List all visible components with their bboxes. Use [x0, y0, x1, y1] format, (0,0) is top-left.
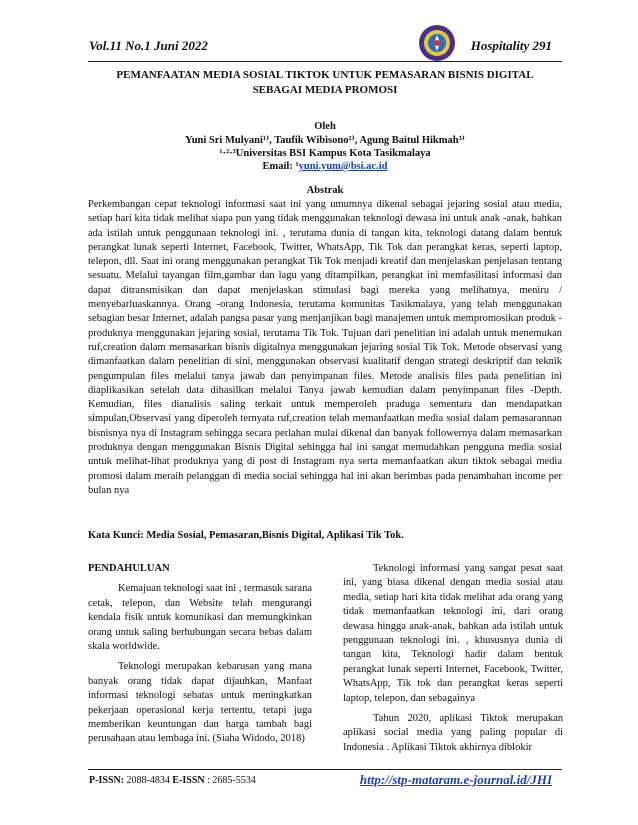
paragraph: Tahun 2020, aplikasi Tiktok merupakan aplikasi social media yang paling popular di Indonesia . Aplikasi Tiktok akhirnya diblokir: [343, 713, 563, 753]
title-line-2: SEBAGAI MEDIA PROMOSI: [252, 84, 398, 96]
title-line-1: PEMANFAATAN MEDIA SOSIAL TIKTOK UNTUK PEMASARAN BISNIS DIGITAL: [116, 69, 534, 81]
section-heading: PENDAHULUAN: [88, 563, 170, 574]
p-issn-label: P-ISSN:: [89, 775, 125, 786]
paragraph: Teknologi informasi yang sangat pesat saat ini, yang biasa dikenal dengan media sosial atau media, setiap hari kita tidak melihat ada orang yang tidak memanfaatkan teknologi ini, dari orang dewasa hingga anak-anak, bahkan ada istilah untuk penggunaan teknologi ini. , khususnya dunia di tangan kita, Teknologi hadir dalam bentuk perangkat lunak seperti Internet, Facebook, Twitter, WhatsApp, Tik tok dan perangkat keras seperti laptop, telepon, dan sebagainya: [343, 563, 563, 704]
header-rule: [88, 61, 562, 62]
journal-url-link[interactable]: http://stp-mataram.e-journal.id/JHI: [359, 772, 552, 787]
oleh-label: Oleh: [314, 121, 336, 132]
paper-title: [88, 68, 562, 98]
e-issn-label: E-ISSN: [172, 775, 205, 786]
right-column: [343, 562, 563, 761]
email-label: Email: ¹: [262, 161, 299, 172]
institution-logo-icon: [418, 24, 456, 62]
abstract-text: Perkembangan cepat teknologi informasi saat ini yang umumnya dikenal sebagai jejaring sosial atau media, setiap hari kita tidak melihat siapa pun yang tidak menggunakan teknologi dewasa ini untuk anak -anak, bahkan ada istilah untuk penggunaan teknologi ini. , terutama dunia di tangan kita, teknologi datang dalam bentuk perangkat lunak seperti Internet, Facebook, Twitter, WhatsApp, Tik Tok dan perangkat keras, seperti laptop, telepon, dll. Saat ini orang menggunakan perangkat Tik Tok menjadi kreatif dan menjelaskan penjelasan tentang sesuatu. Melalui tayangan film,gambar dan lagu yang ditampilkan, perangkat ini memfasilitasi informasi dan dapat ditransmisikan dan dapat menjelaskan stimulasi bagi mereka yang melihatnya, meniru / menyebarluaskannya. Orang -orang Indonesia, terutama komunitas Tasikmalaya, yang telah menggunakan sebagian besar Internet, adalah pangsa pasar yang menjanjikan bagi manajemen untuk mempromosikan produk -produknya menggunakan jejaring sosial, terutama Tik Tok. Tujuan dari penelitian ini adalah untuk menemukan ruf,creation dalam memasarkan bisnis digitalnya menggunakan jejaring sosial Tik Tok. Metode observasi yang dimanfaatkan dalam penelitian di sini, menggunakan observasi kualitatif dengan strategi deskriptif dan teknik pengumpulan files melalui tanya jawab dan penyimpanan files. Metode analisis files pada penelitian ini diaplikasikan setelah data dihasilkan melalui Tanya jawab kemudian dalam penyimpanan files -Depth. Kemudian, files dianalisis saling terkait untuk memperoleh praduga sementara dan mendapatkan simpulan,Observasi yang diperoleh ternyata ruf,creation telah memanfaatkan media sosial dalam pemasarannan bisnisnya nya di Instagram sehingga secara perlahan mulai dikenal dan banyak followernya dalam memasarkan produknya dengan menggunakan Bisnis Digital sehingga hal ini sangat memudahkan pengguna media sosial untuk melihat-lihat produknya yang di post di Instagram nya serta memanfaatkan akun tiktok sebagai media promosi dalam meraih pelanggan di media social sehingga hal ini akan berimbas pada penambahan income per bulan nya: [88, 199, 562, 496]
email-link[interactable]: yuni.yum@bsi.ac.id: [298, 161, 388, 172]
left-column: [88, 562, 312, 753]
footer-rule: [88, 769, 562, 770]
abstract-heading: Abstrak: [306, 185, 344, 196]
journal-page-header: Hospitality 291: [470, 38, 552, 53]
e-issn-value: : 2685-5534: [207, 775, 256, 786]
keywords: Kata Kunci: Media Sosial, Pemasaran,Bisnis Digital, Aplikasi Tik Tok.: [88, 530, 404, 541]
paragraph: Teknologi merupakan kebarusan yang mana banyak orang tidak dapat dijauhkan, Manfaat informasi teknologi sebatas untuk meningkatkan pekerjaan operasional kerja tertentu, tetapi juga memberikan keuntungan dan harga tambah bagi perusahaan atau lembaga ini. (Siaha Widodo, 2018): [88, 661, 312, 745]
affiliation: ¹·²·³Universitas BSI Kampus Kota Tasikmalaya: [219, 148, 431, 159]
journal-volume: Vol.11 No.1 Juni 2022: [89, 38, 208, 53]
p-issn-value: 2088-4834: [126, 775, 170, 786]
authors: Yuni Sri Mulyani¹⁾, Taufik Wibisono²⁾, Agung Baitul Hikmah³⁾: [185, 135, 465, 146]
paragraph: Kemajuan teknologi saat ini , termasuk sarana cetak, telepon, dan Website telah mengurangi kendala fisik untuk komunikasi dan memungkinkan orang untuk saling berhubungan secara bebas dalam skala worldwide.: [88, 583, 312, 653]
issn-line: [89, 775, 256, 786]
email-line: [88, 160, 562, 173]
